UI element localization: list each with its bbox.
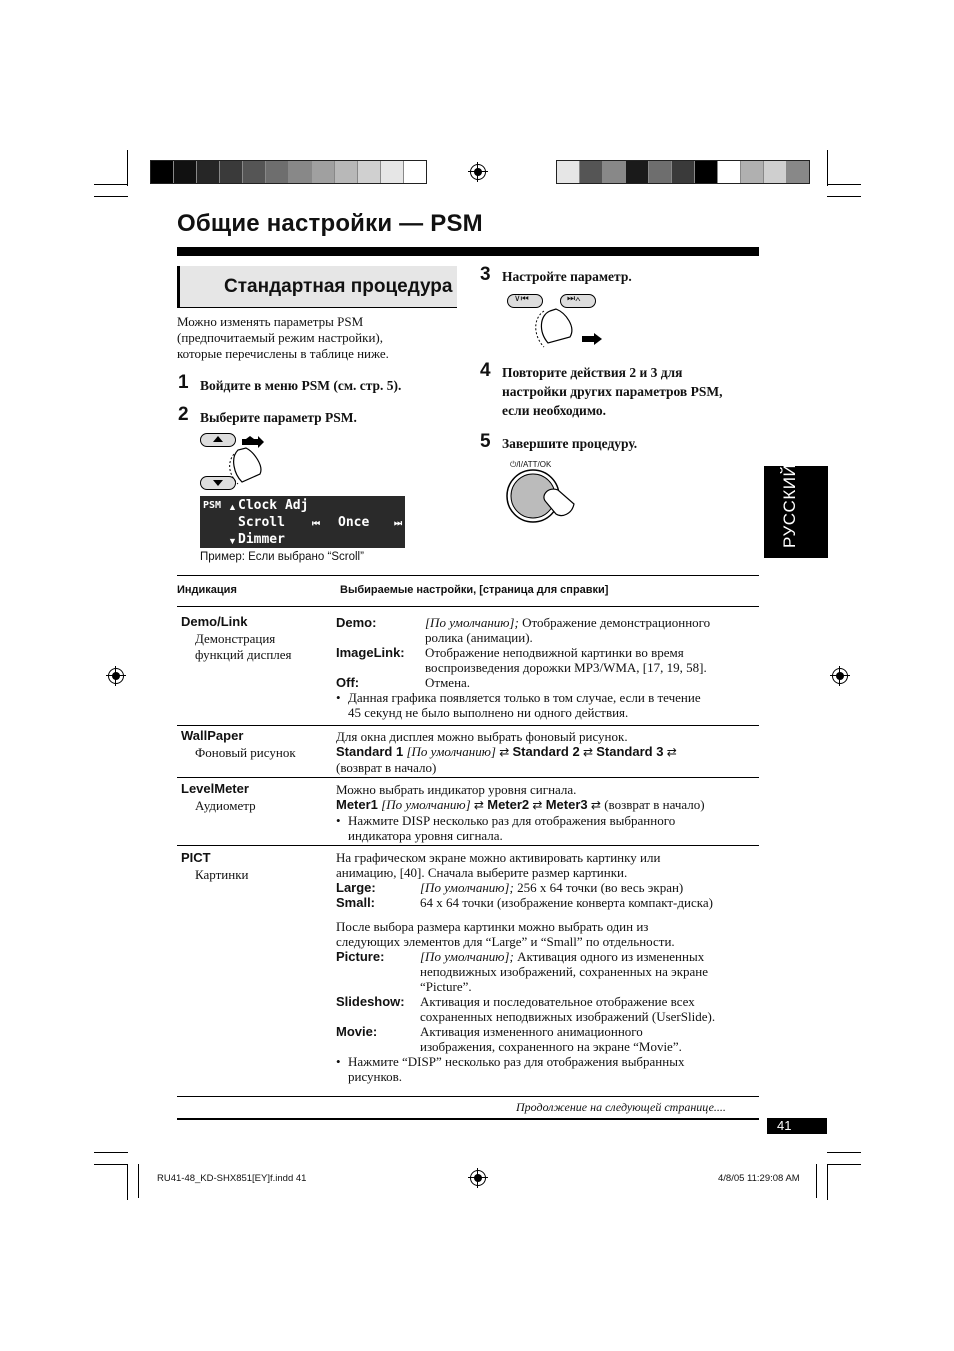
table-bottom-rule	[177, 1096, 759, 1097]
lcd-up-icon: ▲	[228, 502, 237, 512]
lcd-line-2: Scroll	[238, 515, 285, 530]
crop-mark	[138, 1164, 139, 1198]
lcd-down-icon: ▼	[228, 536, 237, 546]
bullet-line: • Данная графика появляется только в том случае, если в течение	[336, 690, 701, 705]
row-text: (возврат в начало)	[336, 760, 437, 775]
footer-file: RU41-48_KD-SHX851[EY]f.indd 41	[157, 1173, 307, 1184]
step-line: Повторите действия 2 и 3 для	[502, 365, 683, 380]
row-sub-line: Демонстрация	[195, 631, 276, 646]
row-text: Для окна дисплея можно выбрать фоновый рисунок.	[336, 729, 628, 744]
finger-press-icon	[530, 305, 610, 355]
step-text: Войдите в меню PSM (см. стр. 5).	[200, 378, 402, 393]
registration-mark-icon	[470, 1170, 486, 1186]
row-text: Можно выбрать индикатор уровня сигнала.	[336, 782, 577, 797]
option-line: сохраненных неподвижных изображений (UserSlide).	[420, 1009, 716, 1024]
bullet-line: • Нажмите “DISP” несколько раз для отображения выбранных	[336, 1054, 685, 1069]
registration-mark-icon	[832, 668, 848, 684]
bullet-line: рисунков.	[348, 1069, 403, 1084]
crop-mark	[816, 1164, 817, 1198]
lcd-display	[200, 496, 405, 548]
intro-line: (предпочитаемый режим настройки),	[177, 330, 383, 345]
option-line: Movie: Активация измененного анимационного	[336, 1024, 643, 1039]
crop-mark	[94, 1164, 128, 1165]
row-divider	[177, 845, 759, 846]
crop-mark	[827, 150, 828, 186]
crop-mark	[827, 1164, 861, 1165]
row-sub: Картинки	[195, 867, 249, 882]
option-line: “Picture”.	[420, 979, 472, 994]
crop-mark	[127, 1164, 128, 1200]
lcd-next-icon: ⏭	[394, 518, 403, 528]
row-divider	[177, 725, 759, 726]
color-bar-right	[556, 160, 810, 184]
step-line: если необходимо.	[502, 403, 606, 418]
row-text: На графическом экране можно активировать картинку или	[336, 850, 661, 865]
finger-press-icon	[220, 432, 280, 492]
row-key: Demo/Link	[181, 614, 248, 629]
row-sub: Аудиометр	[195, 798, 256, 813]
option-line: воспроизведения дорожки MP3/WMA, [17, 19, 58].	[425, 660, 707, 675]
column-header-settings: Выбираемые настройки, [страница для справки]	[340, 584, 609, 596]
row-key: WallPaper	[181, 728, 244, 743]
column-header-indication: Индикация	[177, 584, 237, 596]
option-line: Slideshow: Активация и последовательное отображение всех	[336, 994, 695, 1009]
crop-mark	[827, 184, 861, 185]
row-value	[336, 729, 756, 775]
option-line: Small: 64 x 64 точки (изображение конверта компакт-диска)	[336, 895, 713, 910]
step-text: Выберите параметр PSM.	[200, 410, 357, 425]
step-text: Настройте параметр.	[502, 269, 632, 284]
lcd-prev-icon: ⏮	[312, 518, 321, 528]
row-value	[336, 782, 758, 843]
continued-note: Продолжение на следующей странице....	[516, 1100, 726, 1114]
row-text: анимацию, [40]. Сначала выберите размер картинки.	[336, 865, 628, 880]
footer-rule	[177, 1118, 759, 1120]
row-key: PICT	[181, 850, 211, 865]
option-line: ImageLink: Отображение неподвижной картинки во время	[336, 645, 684, 660]
row-text: После выбора размера картинки можно выбрать один из	[336, 919, 649, 934]
row-divider	[177, 777, 759, 778]
section-heading: Стандартная процедура	[224, 276, 453, 297]
step-number: 3	[480, 264, 491, 285]
page-number: 41	[777, 1118, 792, 1133]
step-text-multiline	[502, 363, 722, 420]
lcd-value: Once	[338, 515, 370, 530]
prev-button-icon: ∨⏮	[507, 294, 543, 308]
intro-line: которые перечислены в таблице ниже.	[177, 346, 389, 361]
crop-mark	[827, 1152, 861, 1153]
language-tab	[764, 463, 828, 558]
row-sub-line: функций дисплея	[195, 647, 292, 662]
section-heading-box	[177, 266, 457, 308]
step-number: 2	[178, 404, 189, 425]
bullet-line: индикатора уровня сигнала.	[348, 828, 503, 843]
footer-date: 4/8/05 11:29:08 AM	[718, 1173, 800, 1184]
crop-mark	[827, 1164, 828, 1200]
step-number: 4	[480, 360, 491, 381]
crop-mark	[94, 184, 128, 185]
step-number: 5	[480, 431, 491, 452]
step-number: 1	[178, 372, 189, 393]
registration-mark-icon	[108, 668, 124, 684]
knob-label: ⏻/I/ATT/OK	[510, 460, 552, 469]
option-line: Large: [По умолчанию]; 256 x 64 точки (во весь экран)	[336, 880, 684, 895]
crop-mark	[94, 1152, 128, 1153]
option-line: ролика (анимации).	[425, 630, 533, 645]
intro-line: Можно изменять параметры PSM	[177, 314, 364, 329]
option-line: Demo: [По умолчанию]; Отображение демонстрационного	[336, 615, 711, 630]
crop-mark	[127, 150, 128, 186]
next-button-icon: ⏭∧	[560, 294, 596, 308]
crop-mark	[94, 196, 128, 197]
step-text: Завершите процедуру.	[502, 436, 638, 451]
bullet-line: 45 секунд не было выполнено ни одного действия.	[348, 705, 629, 720]
row-value	[336, 850, 758, 1084]
row-sub: Фоновый рисунок	[195, 745, 296, 760]
lcd-line-1: Clock Adj	[238, 498, 309, 513]
bullet-line: • Нажмите DISP несколько раз для отображения выбранного	[336, 813, 676, 828]
option-line: изображения, сохраненного на экране “Movie”.	[420, 1039, 682, 1054]
lcd-psm-label: PSM	[203, 500, 222, 511]
knob-press-icon	[500, 466, 580, 528]
sequence-line: Meter1 [По умолчанию] ⇄ Meter2 ⇄ Meter3 ⇄ (возврат в начало)	[336, 797, 705, 812]
option-line: Off: Отмена.	[336, 675, 471, 690]
table-header	[177, 575, 759, 607]
sequence-line: Standard 1 [По умолчанию] ⇄ Standard 2 ⇄ Standard 3 ⇄	[336, 744, 677, 759]
language-tab-label: РУССКИЙ	[780, 463, 799, 548]
lcd-line-3: Dimmer	[238, 532, 285, 547]
step-line: настройки других параметров PSM,	[502, 384, 723, 399]
option-line: неподвижных изображений, сохраненных на экране	[420, 964, 709, 979]
intro-text	[177, 314, 389, 362]
registration-mark-icon	[470, 164, 486, 180]
crop-mark	[827, 196, 861, 197]
page-number-box	[767, 1118, 827, 1134]
row-sub	[195, 631, 292, 663]
option-line: Picture: [По умолчанию]; Активация одного из измененных	[336, 949, 705, 964]
row-key: LevelMeter	[181, 781, 249, 796]
title-rule	[177, 247, 759, 256]
row-value	[336, 615, 756, 720]
page-title: Общие настройки — PSM	[177, 210, 483, 237]
row-text: следующих элементов для “Large” и “Small” по отдельности.	[336, 934, 675, 949]
color-bar-left	[150, 160, 427, 184]
display-caption: Пример: Если выбрано “Scroll”	[200, 551, 364, 563]
